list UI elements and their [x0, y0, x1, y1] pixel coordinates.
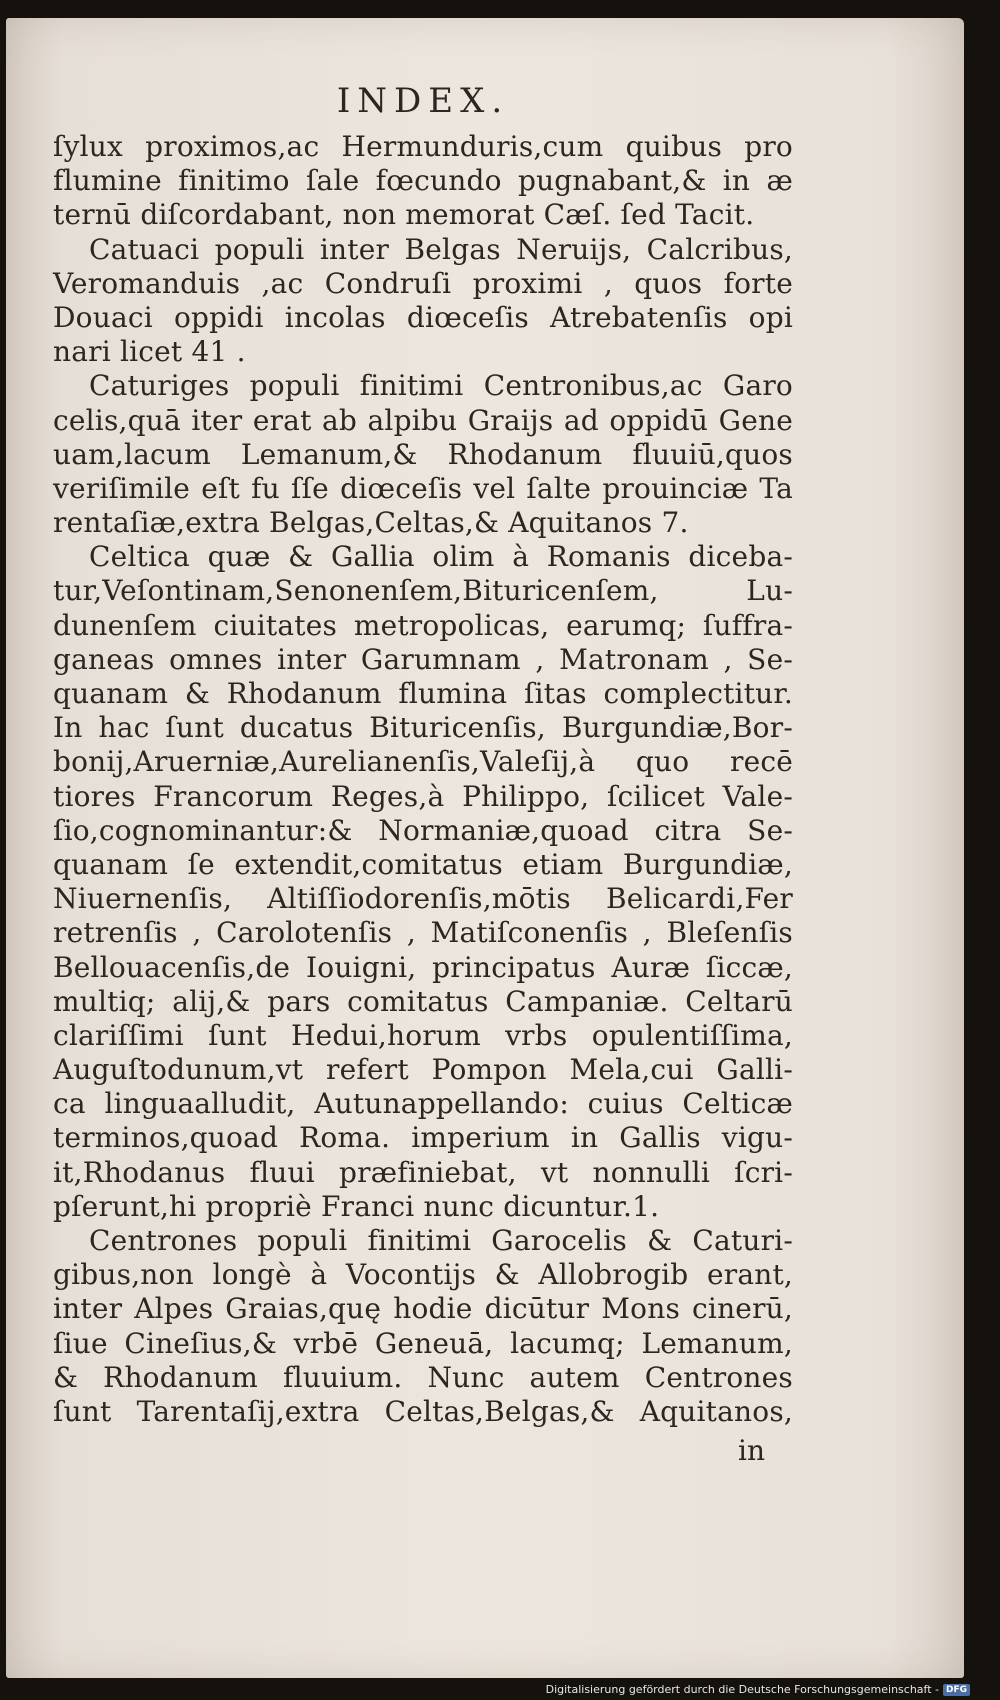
text-line: ternū diſcordabant, non memorat Cæſ. ſed Tacit. — [53, 198, 755, 232]
text-line: Auguſtodunum,vt refert Pompon Mela,cui Galli- — [53, 1053, 793, 1087]
text-line: retrenſis , Carolotenſis , Matiſconenſis , Bleſenſis — [53, 916, 793, 950]
paragraph — [53, 369, 793, 540]
text-line: multiq; alij,& pars comitatus Campaniæ. Celtarū — [53, 984, 793, 1018]
text-line: ſiue Cineſius,& vrbē Geneuā, lacumq; Lemanum, — [53, 1326, 793, 1360]
text-line: ſunt Tarentaſij,extra Celtas,Belgas,& Aquitanos, — [53, 1394, 793, 1428]
text-line: dunenſem ciuitates metropolicas, earumq; ſuffra- — [53, 608, 793, 642]
text-block — [53, 78, 793, 1469]
text-line: bonij,Aruerniæ,Aurelianenſis,Valeſij,à quo recē — [53, 745, 793, 779]
text-line: quanam ſe extendit,comitatus etiam Burgundiæ, — [53, 847, 793, 881]
text-line: quanam & Rhodanum flumina ſitas complectitur. — [53, 677, 793, 710]
text-line: it,Rhodanus fluui præfiniebat, vt nonnulli ſcri- — [53, 1155, 793, 1189]
text-line: Veromanduis ,ac Condruſi proximi , quos forte — [53, 266, 793, 300]
catchword: in — [738, 1434, 765, 1468]
text-line: ſylux proximos,ac Hermunduris,cum quibus pro — [53, 130, 793, 163]
text-line: clariſſimi ſunt Hedui,horum vrbs opulentiſſima, — [53, 1018, 793, 1052]
text-line: Celtica quæ & Gallia olim à Romanis diceba- — [89, 540, 793, 574]
text-line: Douaci oppidi incolas diœceſis Atrebatenſis opi — [53, 300, 793, 334]
paragraph — [53, 130, 793, 233]
paragraph — [53, 540, 793, 1224]
text-line: ganeas omnes inter Garumnam , Matronam , Se- — [53, 642, 793, 676]
text-line: pſerunt,hi propriè Franci nunc dicuntur.1. — [53, 1189, 660, 1223]
text-line: celis,quā iter erat ab alpibu Graijs ad oppidū Gene — [53, 403, 793, 437]
text-line: In hac ſunt ducatus Bituricenſis, Burgundiæ,Bor- — [53, 711, 793, 745]
text-line: rentaſiæ,extra Belgas,Celtas,& Aquitanos 7. — [53, 506, 689, 540]
text-line: ſio,cognominantur:& Normaniæ,quoad citra Se- — [53, 813, 793, 847]
text-line: veriſimile eſt fu ſſe diœceſis vel ſalte prouinciæ Ta — [53, 471, 793, 505]
text-line: Centrones populi finitimi Garocelis & Caturi- — [89, 1224, 793, 1257]
paragraph — [53, 1224, 793, 1429]
text-line: & Rhodanum fluuium. Nunc autem Centrones — [53, 1360, 793, 1394]
text-line: Bellouacenſis,de Iouigni, principatus Auræ ſiccæ, — [53, 950, 793, 984]
credit-text: Digitalisierung gefördert durch die Deutsche Forschungsgemeinschaft - — [545, 1683, 939, 1696]
text-line: gibus,non longè à Vocontijs & Allobrogib erant, — [53, 1258, 793, 1292]
text-line: inter Alpes Graias,quę hodie dicūtur Mons cinerū, — [53, 1292, 793, 1326]
dfg-logo: DFG — [943, 1684, 970, 1696]
book-page — [6, 18, 964, 1678]
text-line: flumine finitimo ſale fœcundo pugnabant,& in æ — [53, 164, 793, 198]
text-line: uam,lacum Lemanum,& Rhodanum fluuiū,quos — [53, 437, 793, 471]
digitization-credit — [546, 1683, 970, 1696]
paragraph — [53, 233, 793, 370]
text-line: ca linguaalludit, Autunappellando: cuius Celticæ — [53, 1087, 793, 1121]
text-line: Catuaci populi inter Belgas Neruijs, Calcribus, — [89, 232, 793, 266]
text-line: nari licet 41 . — [53, 335, 246, 369]
text-line: Niuernenſis, Altiſſiodorenſis,mōtis Belicardi,Fer — [53, 882, 793, 916]
text-line: tur,Veſontinam,Senonenſem,Bituricenſem, Lu- — [53, 574, 793, 608]
running-head: INDEX. — [336, 81, 510, 121]
text-line: tiores Francorum Reges,à Philippo, ſcilicet Vale- — [53, 779, 793, 813]
text-line: terminos,quoad Roma. imperium in Gallis vigu- — [53, 1121, 793, 1155]
text-line: Caturiges populi finitimi Centronibus,ac Garo — [89, 369, 793, 403]
